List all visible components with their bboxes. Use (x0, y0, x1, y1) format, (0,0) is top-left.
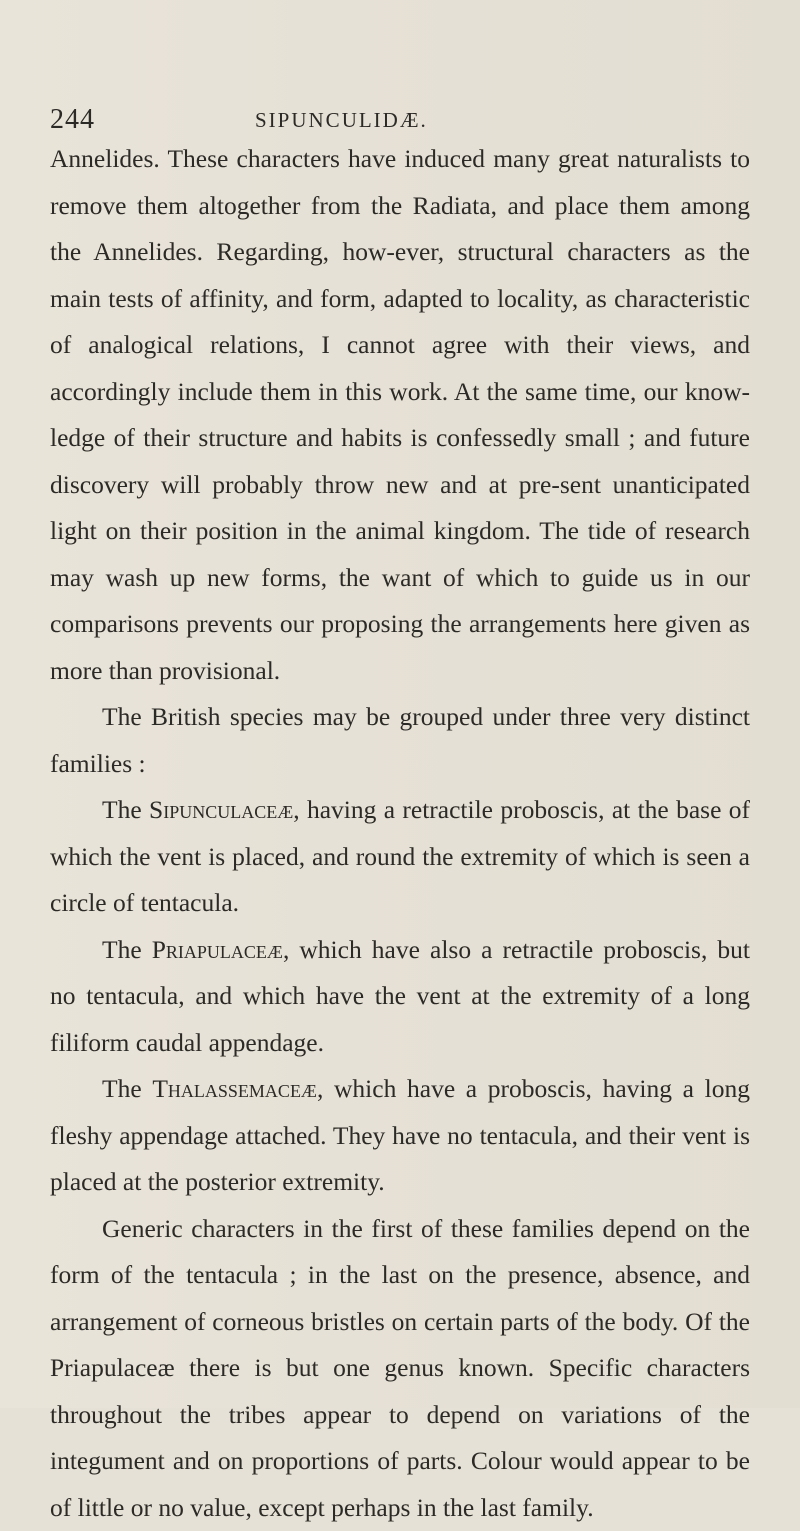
family-name-sipunculaceae: Sipunculaceæ (149, 795, 293, 824)
family-description-sipunculaceae: , having a retractile proboscis, at the base of which the vent is placed, and round the extremity of which is seen a circle of tentacula. (50, 795, 750, 917)
paragraph-priapulaceae (50, 927, 750, 1067)
running-head: SIPUNCULIDÆ. (255, 108, 428, 133)
family-lead-word: The (102, 1074, 142, 1103)
paragraph-british-species: The British species may be grouped under three very distinct families : (50, 694, 750, 787)
family-name-priapulaceae: Priapulaceæ (152, 935, 283, 964)
family-name-thalassemaceae: Thalassemaceæ (152, 1074, 317, 1103)
family-lead-word: The (102, 795, 142, 824)
paragraph-sipunculaceae (50, 787, 750, 927)
paragraph-thalassemaceae (50, 1066, 750, 1206)
body-text (50, 136, 750, 1531)
family-description-thalassemaceae: , which have a proboscis, having a long fleshy appendage attached. They have no tentacula, and their vent is placed at the posterior extremity. (50, 1074, 750, 1196)
family-lead-word: The (102, 935, 142, 964)
paragraph-annelides: Annelides. These characters have induced many great naturalists to remove them altogether from the Radiata, and place them among the Annelides. Regarding, how-ever, structural characters as the main tests of affinity, and form, adapted to locality, as characteristic of analogical relations, I cannot agree with their views, and accordingly include them in this work. At the same time, our know-ledge of their structure and habits is confessedly small ; and future discovery will probably throw new and at pre-sent unanticipated light on their position in the animal kingdom. The tide of research may wash up new forms, the want of which to guide us in our comparisons prevents our proposing the arrangements here given as more than provisional. (50, 136, 750, 694)
page-number: 244 (50, 104, 95, 136)
page-header (50, 104, 750, 140)
family-description-priapulaceae: , which have also a retractile proboscis, but no tentacula, and which have the vent at the extremity of a long filiform caudal appendage. (50, 935, 750, 1057)
paragraph-generic-characters: Generic characters in the first of these families depend on the form of the tentacula ; in the last on the presence, absence, and arrangement of corneous bristles on certain parts of the body. Of the Priapulaceæ there is but one genus known. Specific characters throughout the tribes appear to depend on variations of the integument and on proportions of parts. Colour would appear to be of little or no value, except perhaps in the last family. (50, 1206, 750, 1531)
